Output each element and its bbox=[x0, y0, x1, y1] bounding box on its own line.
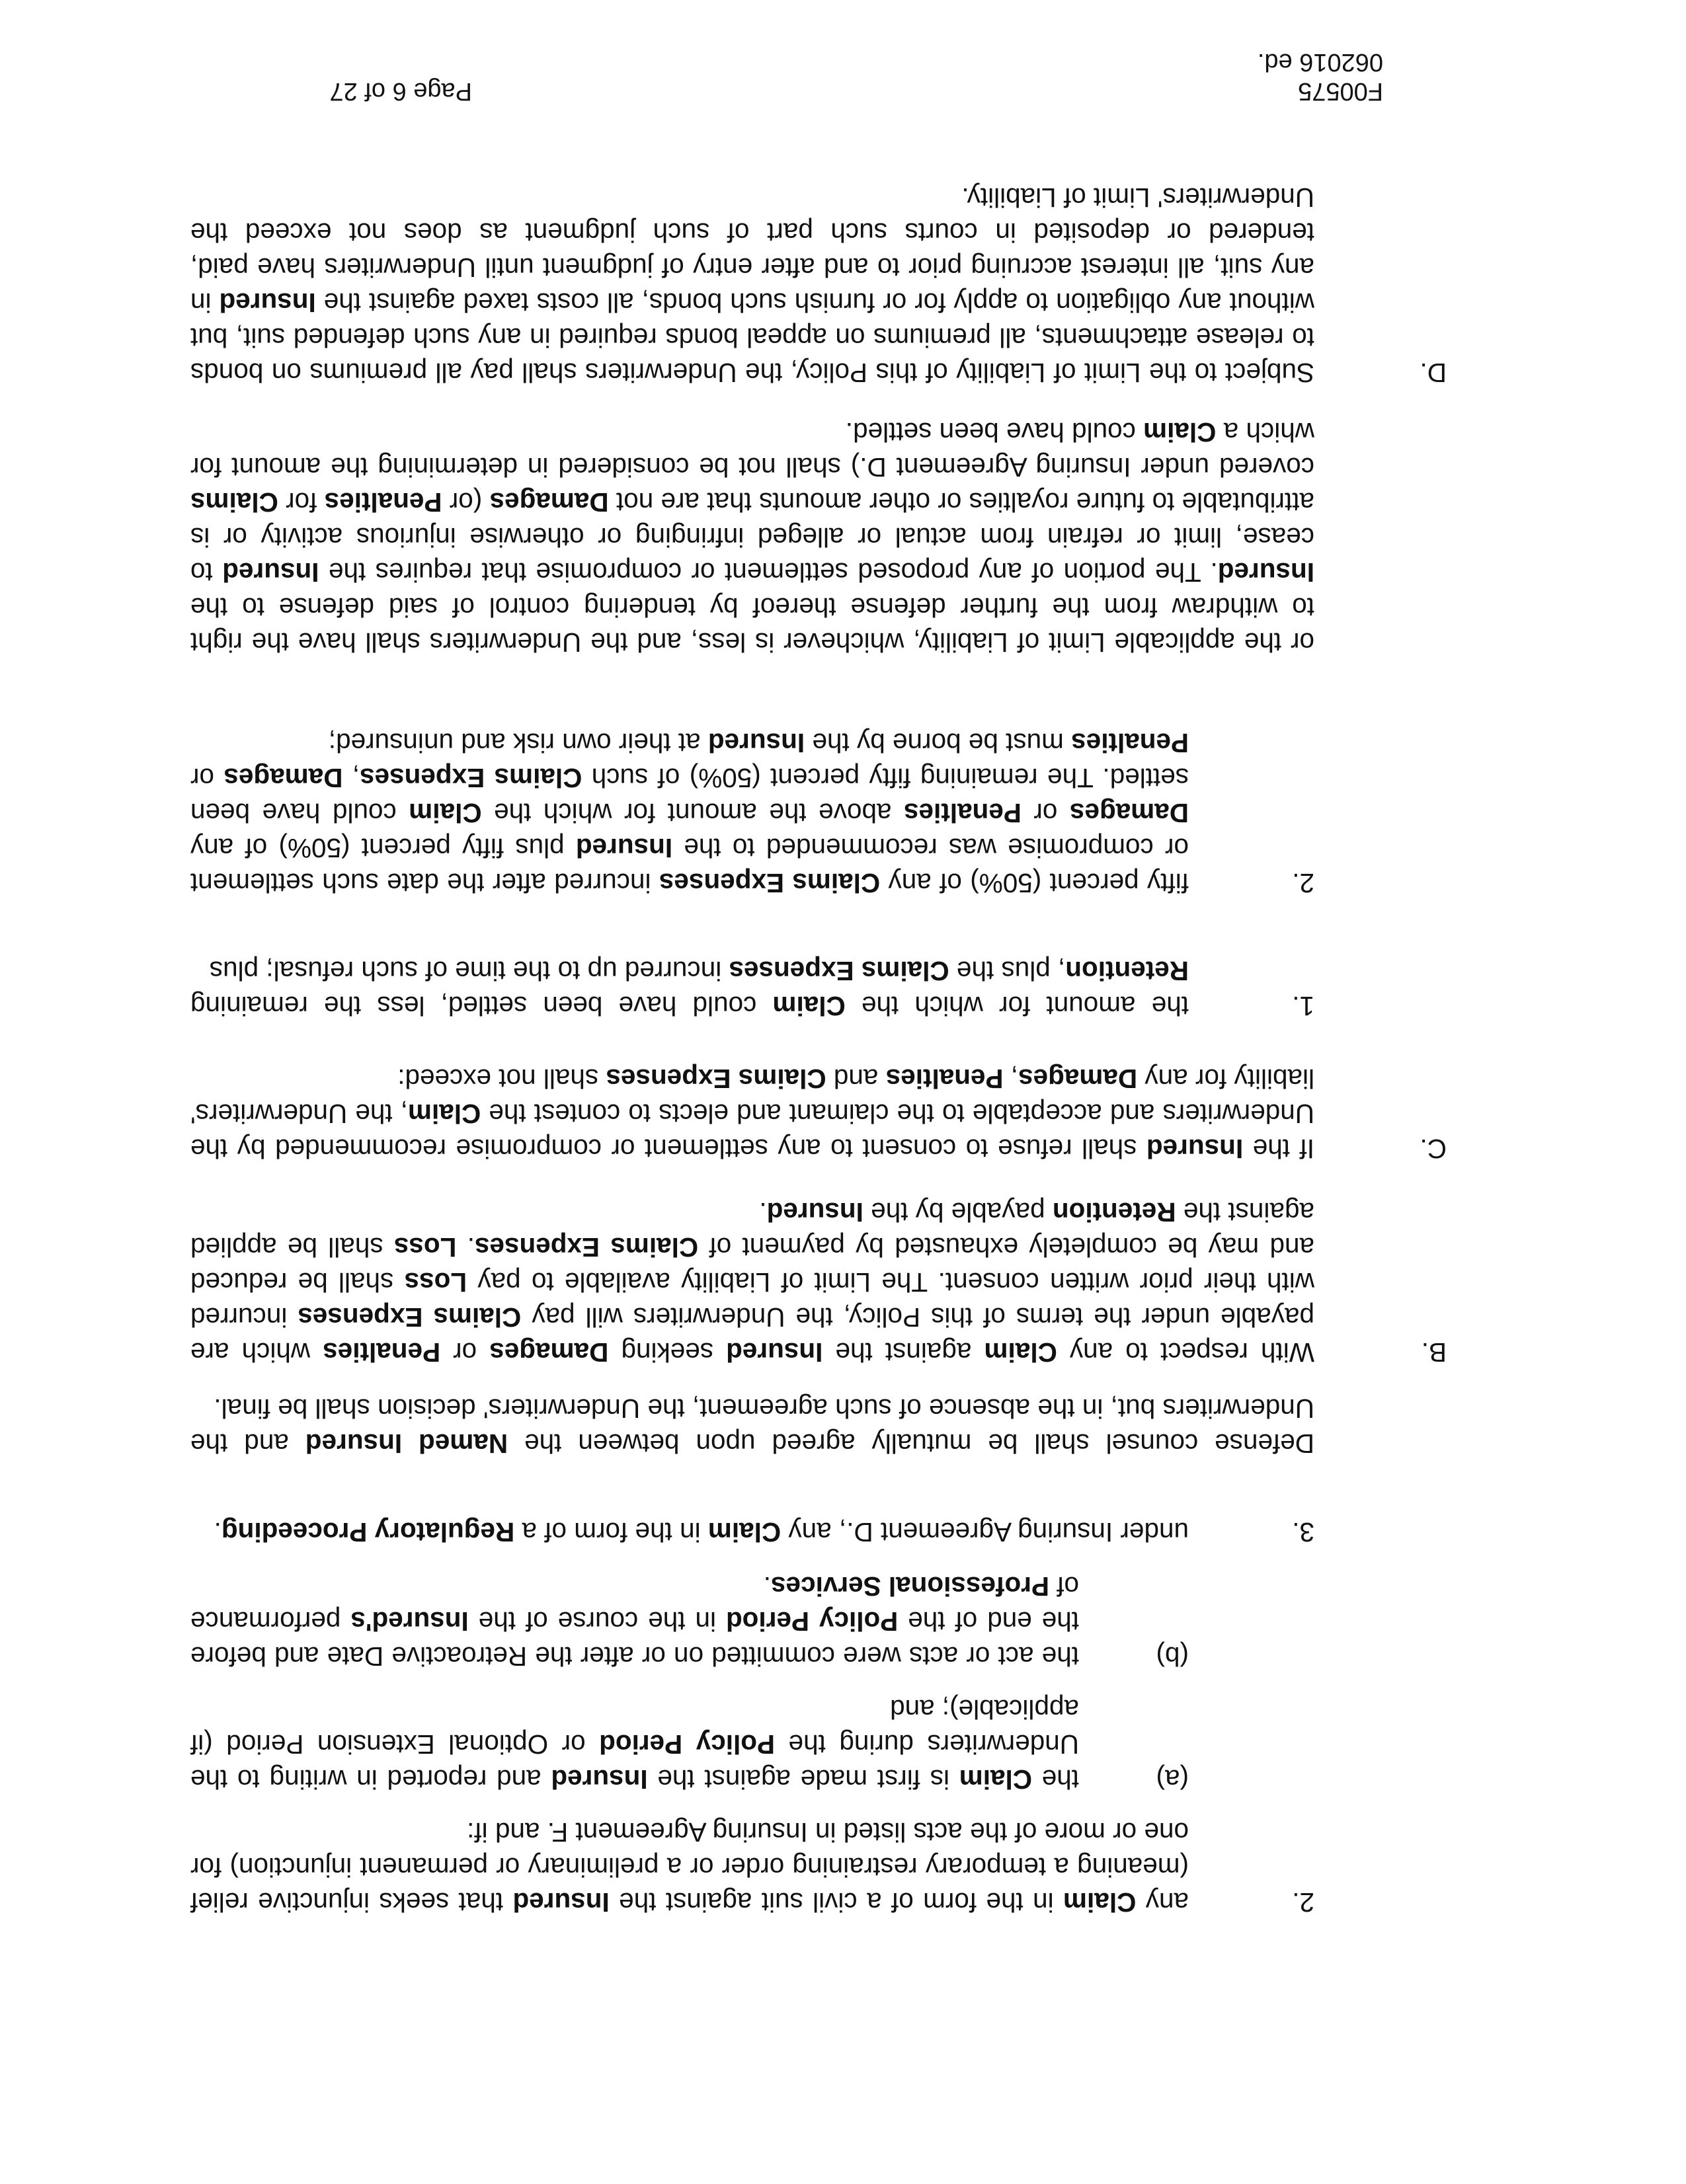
item-c2-text: fifty percent (50%) of any Claims Expenses incurred after the date such settlement or compromise was recommended to the Insured plus fifty percent (50%) of any Damages or Penalties above the amount for which the Claim could have been settled. The remaining fifty percent (50%) of such Claims Expenses, Damages or Penalties must be borne by the Insured at their own risk and uninsured; bbox=[190, 728, 1189, 898]
limit-of-liability-paragraph: or the applicable Limit of Liability, whichever is less, and the Underwriters shall have the right to withdraw from the further defense thereof by tendering control of said defense to the Insured. The portion of any proposed settlement or compromise that requires the Insured to cease, limit or refrain from actual or alleged infringing or otherwise injurious activity or is attributable to future royalties or other amounts that are not Damages (or Penalties for Claims covered under Insuring Agreement D.) shall not be considered in determining the amount for which a Claim could have been settled. bbox=[190, 417, 1314, 658]
item-2b-label: (b) bbox=[1156, 1641, 1189, 1672]
item-3-label: 3. bbox=[1292, 1517, 1314, 1547]
section-d-text: Subject to the Limit of Liability of this Policy, the Underwriters shall pay all premiums on bonds to release attachments, all premiums on appeal bonds required in any such defended suit, but without any obligation to apply for or furnish such bonds, all costs taxed against the Insured in any suit, all interest accruing prior to and after entry of judgment until Underwriters have paid, tendered or deposited in courts such part of such judgment as does not exceed the Underwriters' Limit of Liability. bbox=[190, 182, 1314, 388]
form-number: F00575 bbox=[1298, 77, 1383, 105]
section-c-label: C. bbox=[1420, 1134, 1447, 1164]
item-2b-text: the act or acts were committed on or after the Retroactive Date and before the end of the Policy Period in the course of the Insured's performance of Professional Services. bbox=[190, 1571, 1079, 1672]
defense-counsel-paragraph: Defense counsel shall be mutually agreed upon between the Named Insured and the Underwriters but, in the absence of such agreement, the Underwriters' decision shall be final. bbox=[190, 1393, 1314, 1459]
item-2a-label: (a) bbox=[1156, 1764, 1189, 1795]
item-2a-text: the Claim is first made against the Insured and reported in writing to the Underwriters during the Policy Period or Optional Extension Period (if applicable); and bbox=[190, 1694, 1079, 1795]
section-b-text: With respect to any Claim against the Insured seeking Damages or Penalties which are payable under the terms of this Policy, the Underwriters will pay Claims Expenses incurred with their prior written consent. The Limit of Liability available to pay Loss shall be reduced and may be completely exhausted by payment of Claims Expenses. Loss shall be applied against the Retention payable by the Insured. bbox=[190, 1197, 1314, 1368]
item-2-text: any Claim in the form of a civil suit against the Insured that seeks injunctive relief (meaning a temporary restraining order or a preliminary or permanent injunction) for one or more of the acts listed in Insuring Agreement F. and if: bbox=[190, 1817, 1189, 1918]
section-c-text: If the Insured shall refuse to consent to any settlement or compromise recommended by the Underwriters and acceptable to the claimant and elects to contest the Claim, the Underwriters' liability for any Damages, Penalties and Claims Expenses shall not exceed: bbox=[190, 1064, 1314, 1164]
section-d-label: D. bbox=[1420, 358, 1447, 388]
section-b-label: B. bbox=[1421, 1337, 1447, 1368]
item-2-label: 2. bbox=[1292, 1887, 1314, 1918]
item-3-text: under Insuring Agreement D., any Claim in the form of a Regulatory Proceeding. bbox=[214, 1517, 1189, 1547]
item-c1-label: 1. bbox=[1292, 991, 1314, 1021]
item-c2-label: 2. bbox=[1292, 868, 1314, 898]
page-number: Page 6 of 27 bbox=[329, 77, 472, 105]
item-c1-text: the amount for which the Claim could have been settled, less the remaining Retention, plus the Claims Expenses incurred up to the time of such refusal; plus bbox=[190, 956, 1189, 1021]
form-edition: 062016 ed. bbox=[1257, 48, 1383, 76]
